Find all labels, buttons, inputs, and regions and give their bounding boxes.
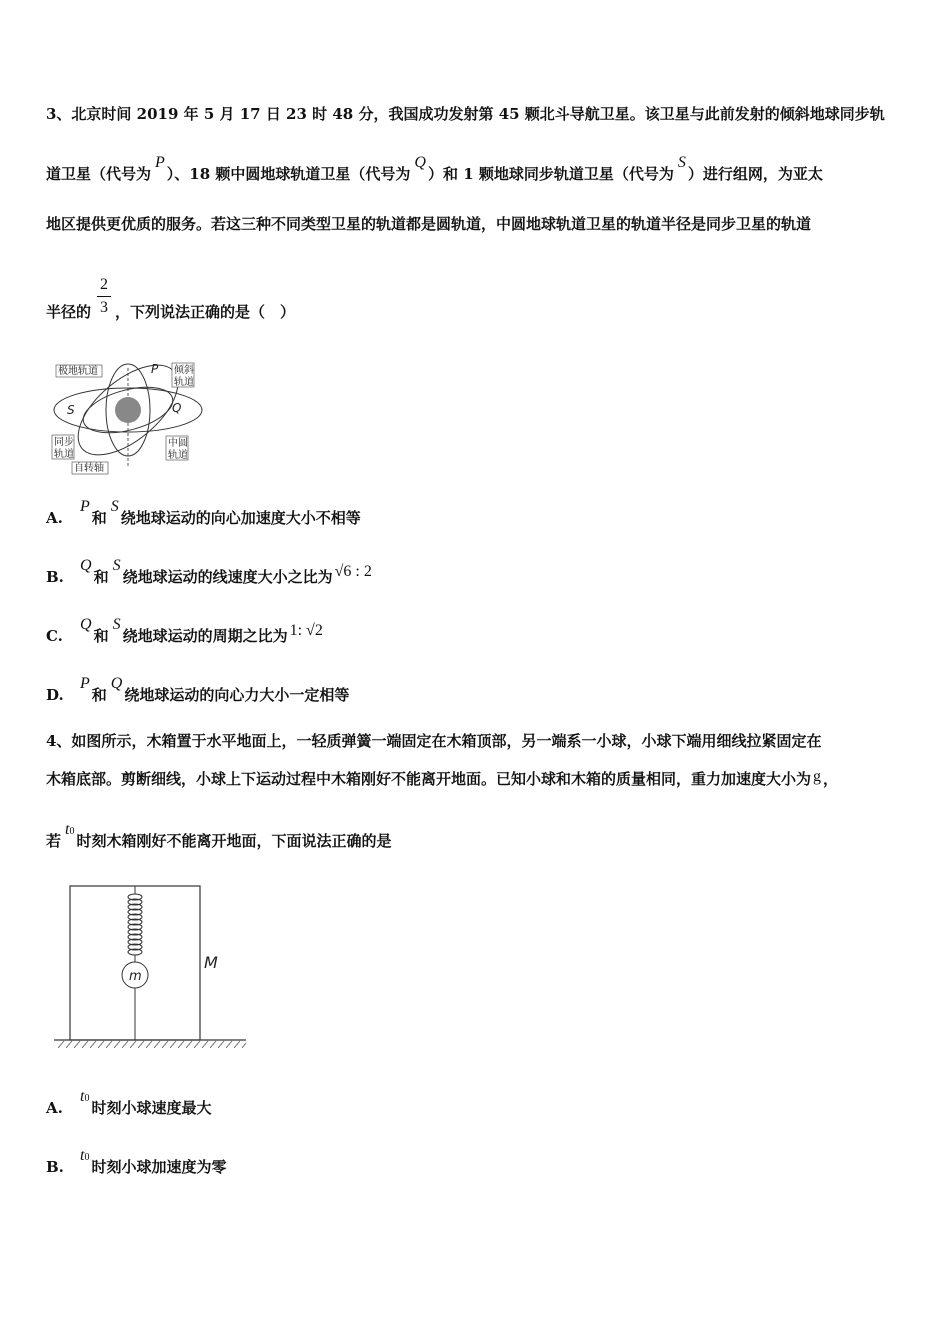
fraction-denominator: 3: [100, 299, 108, 316]
option-expr: 1: √2: [289, 622, 323, 639]
option-text: 绕地球运动的向心加速度大小不相等: [120, 509, 361, 527]
option-and: 和: [93, 627, 109, 645]
q3-line-2b: ）、18 颗中圆地球轨道卫星（代号为: [166, 165, 411, 183]
fraction-numerator: 2: [100, 276, 108, 293]
option-var-2: S: [110, 498, 119, 515]
var-g: g: [813, 768, 822, 785]
label-q: Q: [172, 401, 182, 415]
q4-line-3: [46, 821, 392, 854]
q3-line-4b: ，下列说法正确的是（ ）: [115, 303, 296, 321]
q3-line-2a: 道卫星（代号为: [46, 165, 152, 183]
option-var-1: P: [80, 675, 90, 692]
label-medium-2: 轨道: [168, 450, 188, 461]
q3-option-d[interactable]: [46, 675, 350, 706]
option-var-1: P: [80, 498, 90, 515]
option-expr: √6 : 2: [334, 563, 372, 580]
option-var-1: Q: [80, 557, 92, 574]
option-var-2: Q: [110, 675, 123, 692]
var-p: P: [155, 154, 165, 171]
option-text: 绕地球运动的线速度大小之比为: [122, 568, 333, 586]
option-and: 和: [91, 686, 107, 704]
var-t0: t0: [65, 821, 75, 838]
q3-line-4: [46, 302, 295, 322]
q4-line-1: 4、如图所示，木箱置于水平地面上，一轻质弹簧一端固定在木箱顶部，另一端系一小球，小球下端用细线拉紧固定在: [46, 732, 822, 750]
q4-option-b[interactable]: [46, 1147, 227, 1180]
q4-line-3b: 时刻木箱刚好不能离开地面，下面说法正确的是: [76, 832, 392, 850]
q3-line-2d: ）进行组网，为亚太: [687, 165, 823, 183]
option-tag: C.: [46, 627, 63, 645]
label-axis: 自转轴: [74, 463, 104, 474]
q3-line-2c: ）和 1 颗地球同步轨道卫星（代号为: [427, 165, 674, 183]
q4-line-3a: 若: [46, 832, 62, 850]
option-t0: t0: [80, 1088, 90, 1105]
option-tag: A.: [46, 1099, 63, 1117]
q3-option-a[interactable]: [46, 498, 361, 529]
label-inclined-2: 轨道: [174, 377, 194, 388]
label-big-m: M: [204, 953, 218, 972]
option-and: 和: [93, 568, 109, 586]
q3-option-c[interactable]: [46, 616, 325, 647]
q3-line-2: [46, 154, 823, 185]
label-sync-2: 轨道: [54, 449, 74, 460]
option-var-1: Q: [80, 616, 92, 633]
option-text: 时刻小球速度最大: [91, 1099, 212, 1117]
q3-line-4a: 半径的: [46, 303, 92, 321]
option-tag: D.: [46, 686, 64, 704]
option-t0: t0: [80, 1147, 90, 1164]
spring-box-diagram: [50, 884, 250, 1060]
q4-line-2b: ，: [823, 770, 839, 788]
var-q: Q: [414, 154, 426, 171]
orbit-diagram: [50, 360, 210, 484]
label-polar-orbit: 极地轨道: [58, 366, 98, 377]
label-p: P: [151, 362, 159, 376]
q3-line-1: 3、北京时间 2019 年 5 月 17 日 23 时 48 分，我国成功发射第 45 颗北斗导航卫星。该卫星与此前发射的倾斜地球同步轨: [46, 105, 885, 123]
q4-option-a[interactable]: [46, 1088, 212, 1121]
label-inclined-1: 倾斜: [174, 365, 194, 376]
option-tag: B.: [46, 568, 64, 586]
option-tag: A.: [46, 509, 63, 527]
label-medium-1: 中圆: [168, 438, 188, 449]
q4-line-2a: 木箱底部。剪断细线，小球上下运动过程中木箱刚好不能离开地面。已知小球和木箱的质量相同，重力加速度大小为: [46, 770, 812, 788]
option-text: 时刻小球加速度为零: [91, 1158, 227, 1176]
option-tag: B.: [46, 1158, 64, 1176]
option-text: 绕地球运动的周期之比为: [122, 627, 288, 645]
label-sync-1: 同步: [54, 437, 74, 448]
option-text: 绕地球运动的向心力大小一定相等: [124, 686, 350, 704]
option-var-2: S: [112, 557, 121, 574]
q3-option-b[interactable]: [46, 557, 374, 588]
option-and: 和: [91, 509, 107, 527]
fraction-two-thirds: [97, 276, 111, 317]
label-s: S: [67, 403, 75, 417]
var-s: S: [677, 154, 686, 171]
q3-line-3: 地区提供更优质的服务。若这三种不同类型卫星的轨道都是圆轨道，中圆地球轨道卫星的轨道半径是同步卫星的轨道: [46, 215, 812, 233]
q4-line-2: [46, 769, 838, 790]
label-small-m: m: [129, 969, 142, 984]
option-var-2: S: [112, 616, 121, 633]
